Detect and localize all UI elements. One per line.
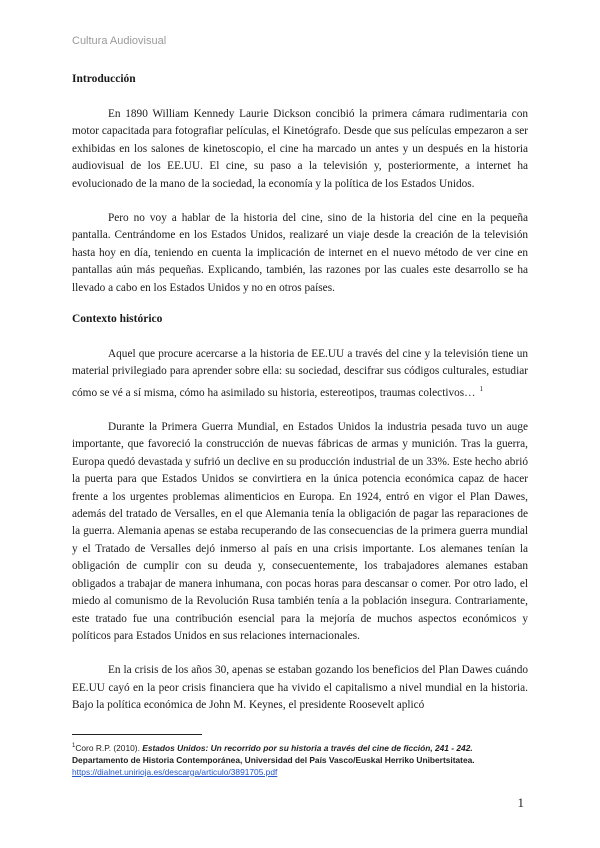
intro-paragraph-1: En 1890 William Kennedy Laurie Dickson concibió la primera cámara rudimentaria con motor capacitada para fotografiar películas, el Kinetógrafo. Desde que sus películas empezaron a ser exhibidas en los salones de kinetoscopio, el cine ha marcado un antes y un después en la historia audiovisual de los EE.UU. El cine, su paso a la televisión y, posteriormente, a internet ha evolucionado de la mano de la sociedad, la economía y la política de los Estados Unidos. (72, 108, 528, 190)
footnote-pages: , 241 - 242. (430, 742, 473, 753)
document-body (72, 70, 528, 732)
footnote-mark: 1 (72, 743, 76, 749)
footnote-reference[interactable]: 1 (479, 384, 483, 393)
footnote-link[interactable]: https://dialnet.unirioja.es/descarga/articulo/3891705.pdf (72, 766, 278, 777)
footnote-author: Coro R.P. (2010). (75, 742, 143, 753)
footnote-divider (72, 734, 202, 735)
page-header: Cultura Audiovisual (72, 35, 167, 47)
page-number: 1 (517, 795, 524, 810)
intro-paragraph-2: Pero no voy a hablar de la historia del cine, sino de la historia del cine en la pequeña pantalla. Centrándome en los Estados Unidos, realizaré un viaje desde la creación de la televisión hasta hoy en día, teniendo en cuenta la implicación de internet en el nuevo método de ver cine en pantallas aún más pequeñas. Explicando, también, las razones por las cuales este desarrollo se ha llevado a cabo en los Estados Unidos y no en otros países. (72, 212, 528, 294)
context-paragraph-2: Durante la Primera Guerra Mundial, en Estados Unidos la industria pesada tuvo un auge importante, que favoreció la construcción de nuevas fábricas de armas y munición. Tras la guerra, Europa quedó devastada y sufrió un declive en su producción industrial de un 33%. Este hecho abrió la puerta para que Estados Unidos se convirtiera en la única potencia económica capaz de hacer frente a los urgentes problemas alimenticios en Europa. En 1924, entró en vigor el Plan Dawes, además del tratado de Versalles, en el que Alemania tenía la obligación de pagar las reparaciones de la guerra. Alemania apenas se estaba recuperando de las consecuencias de la primera guerra mundial y el Tratado de Versalles dejó inmerso al país en una crisis importante. Los alemanes tenían la obligación de cumplir con su deuda y, consecuentemente, los trabajadores alemanes estaban obligados a trabajar de manera inhumana, con pocas horas para descansar o comer. Por otro lado, el miedo al comunismo de la Revolución Rusa también tenía a la población insegura. Contrariamente, este tratado fue una contribución esencial para la mejoría de muchos aspectos económicos y políticos para Estados Unidos en sus relaciones internacionales. (72, 421, 528, 642)
context-heading: Contexto histórico (72, 313, 163, 326)
context-paragraph-1-text: Aquel que procure acercarse a la historia de EE.UU a través del cine y la televisión tiene un material privilegiado para aprender sobre ella: su sociedad, descifrar sus códigos culturales, estudiar cómo se vé a sí misma, cómo ha asimilado su historia, estereotipos, traumas colectivos… (72, 348, 528, 399)
context-paragraph-3: En la crisis de los años 30, apenas se estaban gozando los beneficios del Plan Dawes cuándo EE.UU cayó en la peor crisis financiera que ha vivido el capitalismo a nivel mundial en la historia. Bajo la política económica de John M. Keynes, el presidente Roosevelt aplicó (72, 664, 528, 712)
context-paragraph-1 (72, 346, 528, 402)
footnote (72, 740, 532, 778)
footnote-title: Estados Unidos: Un recorrido por su historia a través del cine de ficción (142, 742, 431, 753)
footnote-department: Departamento de Historia Contemporánea, Universidad del País Vasco/Euskal Herriko Unibertsitatea. (72, 754, 475, 765)
intro-heading: Introducción (72, 73, 136, 85)
